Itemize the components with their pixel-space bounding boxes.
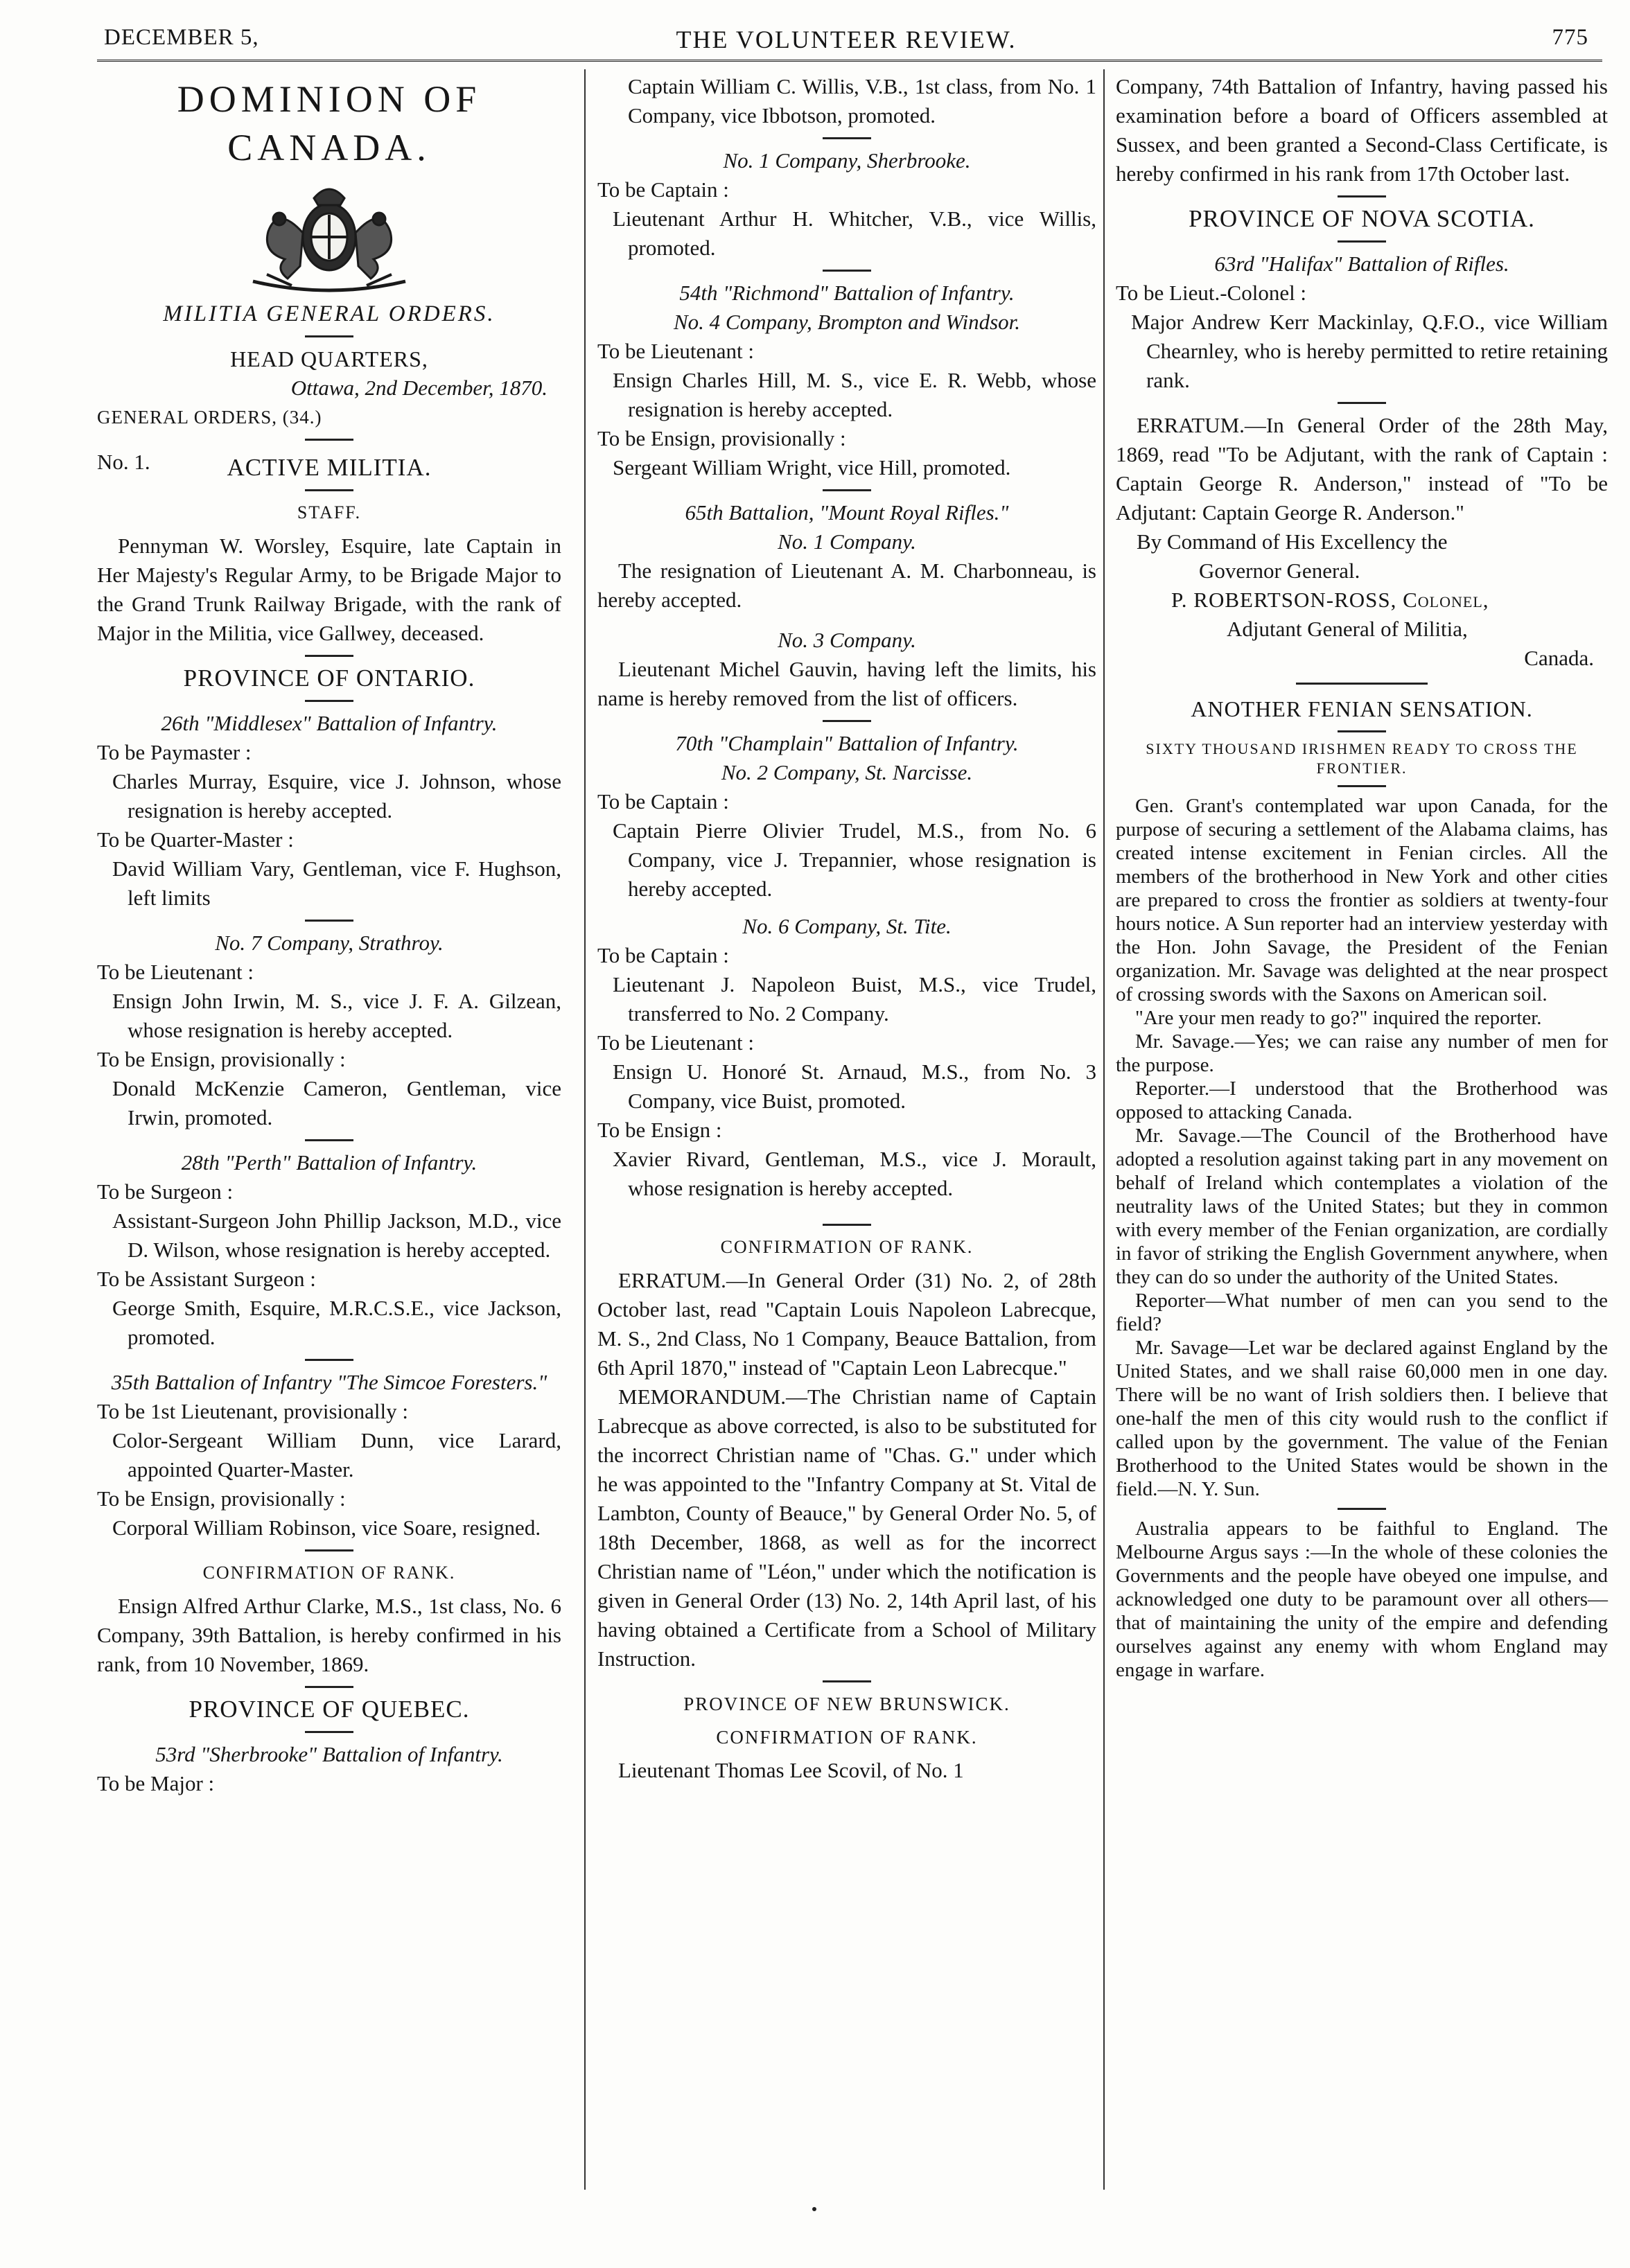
appointment-entry: Charles Murray, Esquire, vice J. Johnson, whose resignation is hereby accepted.	[112, 769, 561, 823]
order-number: No. 1.	[97, 450, 150, 474]
divider	[823, 720, 871, 722]
divider	[305, 489, 353, 491]
appointment-label: To be Major :	[97, 1771, 215, 1795]
staff-paragraph: Pennyman W. Worsley, Esquire, late Captain in Her Majesty's Regular Army, to be Brigade Major to the Grand Trunk Railway Brigade, with the rank of Major in the Militia, vice Gallwey, deceased.	[97, 534, 561, 645]
divider	[823, 270, 871, 272]
appointment-label: To be 1st Lieutenant, provisionally :	[97, 1399, 408, 1423]
company-heading: No. 4 Company, Brompton and Windsor.	[673, 310, 1021, 334]
divider	[1338, 730, 1386, 732]
appointment-label: To be Quarter-Master :	[97, 827, 294, 852]
appointment-entry: Ensign U. Honoré St. Arnaud, M.S., from No. 3 Company, vice Buist, promoted.	[613, 1060, 1096, 1113]
province-ontario-heading: PROVINCE OF ONTARIO.	[183, 665, 475, 692]
appointment-label: To be Ensign :	[597, 1118, 722, 1142]
appointment-entry: Captain Pierre Olivier Trudel, M.S., from No. 6 Company, vice J. Trepannier, whose resignation is hereby accepted.	[613, 818, 1096, 901]
column-2	[597, 72, 1096, 1785]
hq-heading: HEAD QUARTERS,	[230, 346, 428, 371]
divider	[305, 920, 353, 922]
battalion-heading: 63rd "Halifax" Battalion of Rifles.	[1214, 252, 1509, 276]
divider	[305, 655, 353, 657]
divider	[823, 1680, 871, 1682]
erratum-paragraph: ERRATUM.—In General Order of the 28th May, 1869, read "To be Adjutant, with the rank of Captain : Captain George R. Anderson," instead of "To be Adjutant: Captain George R. Anderson."	[1116, 413, 1608, 525]
article-paragraph: Mr. Savage.—Yes; we can raise any number of men for the purpose.	[1116, 1030, 1608, 1076]
divider	[1338, 240, 1386, 243]
article-paragraph: Gen. Grant's contemplated war upon Canada, for the purpose of securing a settlement of the Alabama claims, has created intense excitement in Fenian circles. All the members of the brotherhood in New York and other cities are prepared to cross the frontier as soldiers at twenty-four hours notice. A Sun reporter had an interview yesterday with the Hon. John Savage, the President of the Fenian organization. Mr. Savage was delighted at the near prospect of crossing swords with the Saxons on American soil.	[1116, 795, 1608, 1005]
appointment-label: To be Ensign, provisionally :	[597, 426, 846, 450]
divider	[1338, 785, 1386, 787]
staff-heading: STAFF.	[297, 502, 362, 522]
divider	[1338, 195, 1386, 197]
appointment-entry: Lieutenant J. Napoleon Buist, M.S., vice Trudel, transferred to No. 2 Company.	[613, 972, 1096, 1026]
masthead: DOMINION OF CANADA.	[177, 78, 482, 168]
command-line: By Command of His Excellency the	[1137, 529, 1448, 554]
appointment-label: To be Surgeon :	[97, 1179, 234, 1204]
appointment-label: To be Assistant Surgeon :	[97, 1267, 316, 1291]
battalion-heading: 35th Battalion of Infantry "The Simcoe Foresters."	[111, 1370, 547, 1394]
header-title: THE VOLUNTEER REVIEW.	[676, 26, 1017, 53]
appointment-label: To be Ensign, provisionally :	[97, 1486, 346, 1511]
province-nova-scotia-heading: PROVINCE OF NOVA SCOTIA.	[1189, 205, 1535, 232]
divider	[1338, 402, 1386, 404]
confirmation-heading: CONFIRMATION OF RANK.	[720, 1237, 974, 1257]
appointment-entry: Sergeant William Wright, vice Hill, promoted.	[613, 455, 1011, 480]
appointment-label: To be Ensign, provisionally :	[97, 1047, 346, 1071]
battalion-heading: 65th Battalion, "Mount Royal Rifles."	[685, 500, 1009, 525]
divider	[305, 1731, 353, 1733]
column-rule-1	[584, 69, 586, 2190]
divider	[1296, 683, 1428, 685]
appointment-label: To be Lieut.-Colonel :	[1116, 281, 1307, 305]
divider	[823, 1224, 871, 1226]
article-paragraph: Mr. Savage—Let war be declared against England by the United States, and we shall raise 60,000 men in one day. There will be no want of Irish soldiers then. I believe that one-half the men of this city would rush to the conflict if called upon by the government. The value of the Fenian Brotherhood to the United States would be shown in the field.—N. Y. Sun.	[1116, 1337, 1608, 1500]
column-3	[1116, 72, 1608, 1682]
battalion-heading: 28th "Perth" Battalion of Infantry.	[181, 1150, 477, 1175]
dateline: Ottawa, 2nd December, 1870.	[290, 376, 547, 400]
company-heading: No. 1 Company.	[778, 529, 916, 554]
appointment-entry: Captain William C. Willis, V.B., 1st class, from No. 1 Company, vice Ibbotson, promoted.	[628, 74, 1096, 128]
article-headline: ANOTHER FENIAN SENSATION.	[1191, 696, 1533, 721]
article-paragraph: Mr. Savage.—The Council of the Brotherhood have adopted a resolution against taking part in any movement on behalf of Ireland which contemplates a violation of the neutrality laws of the United States; but they in common with every member of the Fenian organization, are cordially in favor of striking the English Government anywhere, when they can do so under the authority of the United States.	[1116, 1125, 1608, 1288]
article-body	[1116, 794, 1608, 1682]
header-rule	[97, 60, 1602, 62]
header-date: DECEMBER 5,	[104, 25, 259, 50]
article-subheading: SIXTY THOUSAND IRISHMEN READY TO CROSS THE FRONTIER.	[1146, 740, 1578, 777]
appointment-label: To be Lieutenant :	[597, 339, 754, 363]
divider	[305, 335, 353, 337]
printer-mark	[812, 2207, 816, 2211]
appointment-label: To be Lieutenant :	[97, 960, 254, 984]
company-heading: No. 1 Company, Sherbrooke.	[723, 148, 971, 173]
article-paragraph: Australia appears to be faithful to England. The Melbourne Argus says :—In the whole of these colonies the Governments and the people have obeyed one impulse, and acknowledged one duty to be paramount over all others—that of maintaining the unity of the empire and defending ourselves against any enemy with whom England may engage in warfare.	[1116, 1518, 1608, 1681]
company-heading: No. 7 Company, Strathroy.	[215, 931, 444, 955]
appointment-entry: David William Vary, Gentleman, vice F. Hughson, left limits	[112, 856, 561, 910]
appointment-label: To be Captain :	[597, 789, 729, 814]
battalion-heading: 70th "Champlain" Battalion of Infantry.	[675, 731, 1019, 755]
signature-place: Canada.	[1524, 646, 1594, 670]
divider	[305, 1139, 353, 1141]
appointment-entry: Xavier Rivard, Gentleman, M.S., vice J. Morault, whose resignation is hereby accepted.	[613, 1147, 1096, 1200]
erratum-paragraph: ERRATUM.—In General Order (31) No. 2, of 28th October last, read "Captain Louis Napoleon Labrecque, M. S., 2nd Class, No 1 Company, Beauce Battalion, from 6th April 1870," instead of "Captain Leon Labrecque."	[597, 1268, 1096, 1380]
command-line: Governor General.	[1199, 559, 1360, 583]
appointment-label: To be Captain :	[597, 177, 729, 202]
active-militia-heading: ACTIVE MILITIA.	[227, 454, 432, 481]
battalion-heading: 53rd "Sherbrooke" Battalion of Infantry.	[155, 1742, 503, 1766]
divider	[305, 1359, 353, 1361]
article-paragraph: Reporter—What number of men can you send to the field?	[1116, 1290, 1608, 1335]
appointment-entry: Corporal William Robinson, vice Soare, resigned.	[112, 1515, 541, 1540]
divider	[305, 700, 353, 702]
province-new-brunswick-heading: PROVINCE OF NEW BRUNSWICK.	[683, 1694, 1010, 1714]
company-heading: No. 6 Company, St. Tite.	[742, 914, 952, 938]
column-rule-2	[1103, 69, 1105, 2190]
memorandum-paragraph: MEMORANDUM.—The Christian name of Captain Labrecque as above corrected, is also to be substituted for the incorrect Christian name of "Chas. G." under which he was appointed to the "Infantry Company at St. Vital de Lambton, County of Beauce," by General Order No. 5, of 18th December, 1868, as well as for the incorrect Christian name of "Léon," under which the notification is given in General Order (13) No. 2, 14th April last, of his having obtained a Certificate from a School of Military Instruction.	[597, 1384, 1096, 1671]
signature-name: P. ROBERTSON-ROSS, Colonel,	[1171, 588, 1489, 612]
appointment-entry: Lieutenant Arthur H. Whitcher, V.B., vice Willis, promoted.	[613, 206, 1096, 260]
company-heading: No. 3 Company.	[778, 628, 916, 652]
column-1	[97, 72, 561, 1798]
scovil-paragraph: Lieutenant Thomas Lee Scovil, of No. 1	[618, 1758, 964, 1782]
general-orders-number: GENERAL ORDERS, (34.)	[97, 407, 322, 428]
appointment-entry: Donald McKenzie Cameron, Gentleman, vice Irwin, promoted.	[112, 1076, 561, 1129]
divider	[305, 1686, 353, 1688]
resignation-paragraph: The resignation of Lieutenant A. M. Charbonneau, is hereby accepted.	[597, 559, 1096, 612]
appointment-entry: Ensign Charles Hill, M. S., vice E. R. Webb, whose resignation is hereby accepted.	[613, 368, 1096, 421]
removal-paragraph: Lieutenant Michel Gauvin, having left the limits, his name is hereby removed from the list of officers.	[597, 657, 1096, 710]
divider	[823, 137, 871, 139]
province-quebec-heading: PROVINCE OF QUEBEC.	[189, 1696, 470, 1723]
coat-of-arms-icon	[225, 177, 433, 295]
confirmation-paragraph: Ensign Alfred Arthur Clarke, M.S., 1st class, No. 6 Company, 39th Battalion, is hereby confirmed in his rank, from 10 November, 1869.	[97, 1594, 561, 1676]
battalion-heading: 54th "Richmond" Battalion of Infantry.	[679, 281, 1015, 305]
appointment-entry: Color-Sergeant William Dunn, vice Larard, appointed Quarter-Master.	[112, 1428, 561, 1482]
signature-title: Adjutant General of Militia,	[1227, 617, 1468, 641]
appointment-entry: George Smith, Esquire, M.R.C.S.E., vice Jackson, promoted.	[112, 1296, 561, 1349]
article-paragraph: "Are your men ready to go?" inquired the reporter.	[1135, 1007, 1542, 1029]
company-heading: No. 2 Company, St. Narcisse.	[721, 760, 973, 784]
divider	[823, 489, 871, 491]
confirmation-continued: Company, 74th Battalion of Infantry, having passed his examination before a board of Officers assembled at Sussex, and been granted a Second-Class Certificate, is hereby confirmed in his rank from 17th October last.	[1116, 74, 1608, 186]
confirmation-heading: CONFIRMATION OF RANK.	[716, 1727, 978, 1748]
article-paragraph: Reporter.—I understood that the Brotherhood was opposed to attacking Canada.	[1116, 1078, 1608, 1123]
appointment-label: To be Lieutenant :	[597, 1030, 754, 1055]
page-number: 775	[1552, 25, 1588, 50]
appointment-label: To be Captain :	[597, 943, 729, 967]
battalion-heading: 26th "Middlesex" Battalion of Infantry.	[161, 711, 498, 735]
divider	[1338, 1508, 1386, 1510]
appointment-label: To be Paymaster :	[97, 740, 252, 764]
orders-title: MILITIA GENERAL ORDERS.	[163, 301, 496, 326]
divider	[305, 439, 353, 441]
appointment-entry: Major Andrew Kerr Mackinlay, Q.F.O., vice William Chearnley, who is hereby permitted to retire retaining rank.	[1131, 310, 1608, 392]
confirmation-heading: CONFIRMATION OF RANK.	[202, 1563, 456, 1583]
appointment-entry: Assistant-Surgeon John Phillip Jackson, M.D., vice D. Wilson, whose resignation is hereby accepted.	[112, 1208, 561, 1262]
appointment-entry: Ensign John Irwin, M. S., vice J. F. A. Gilzean, whose resignation is hereby accepted.	[112, 989, 561, 1042]
divider	[305, 1549, 353, 1551]
